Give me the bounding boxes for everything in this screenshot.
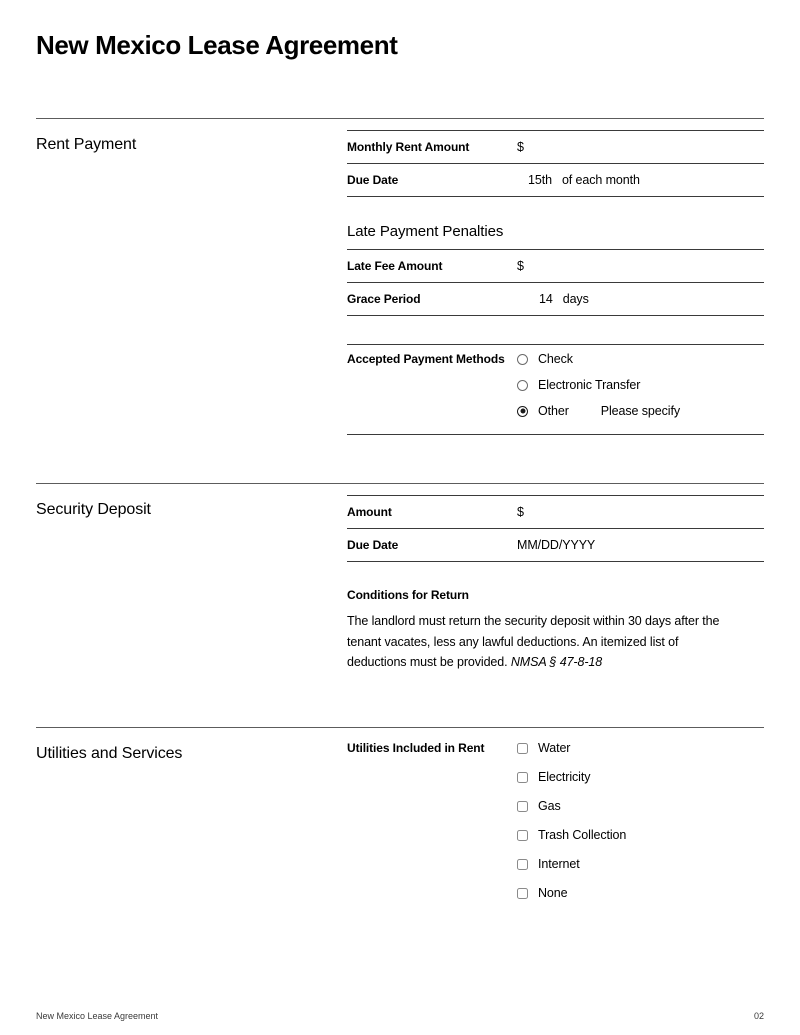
- page-title: New Mexico Lease Agreement: [36, 30, 398, 60]
- field-row-payment-methods: [347, 344, 764, 425]
- conditions-body-text: The landlord must return the security deposit within 30 days after the tenant vacates, less any lawful deductions. An itemized list of deductions must be provided.: [347, 614, 720, 669]
- checkbox-icon[interactable]: [517, 743, 528, 754]
- checkbox-label-gas: Gas: [538, 799, 561, 813]
- field-value-monthly-rent[interactable]: $: [517, 139, 524, 154]
- field-row-divider: [347, 561, 764, 562]
- field-value-rent-due-date[interactable]: 15th: [528, 172, 552, 187]
- field-label-payment-methods: Accepted Payment Methods: [347, 352, 505, 366]
- field-row-monthly-rent[interactable]: [347, 130, 764, 163]
- checkbox-label-none: None: [538, 886, 568, 900]
- radio-icon[interactable]: [517, 380, 528, 391]
- checkbox-label-water: Water: [538, 741, 571, 755]
- payment-methods-radio-group: [517, 352, 764, 418]
- rent-payment-fields: [347, 130, 764, 435]
- utilities-checkbox-group: [517, 741, 764, 900]
- checkbox-icon[interactable]: [517, 830, 528, 841]
- utilities-fields: [347, 741, 764, 907]
- field-row-spacer: [347, 315, 764, 344]
- radio-icon-selected[interactable]: [517, 406, 528, 417]
- conditions-for-return-body: [347, 611, 737, 673]
- radio-option-other[interactable]: [517, 404, 764, 418]
- field-row-utilities-included: [347, 741, 764, 907]
- subheading-late-payment-penalties: Late Payment Penalties: [347, 223, 504, 240]
- field-suffix-rent-due-date: of each month: [561, 172, 640, 187]
- field-label-monthly-rent: Monthly Rent Amount: [347, 139, 470, 154]
- checkbox-icon[interactable]: [517, 859, 528, 870]
- field-row-late-fee[interactable]: [347, 249, 764, 282]
- radio-label-other: Other: [538, 404, 569, 418]
- field-value-grace-period[interactable]: 14: [539, 291, 553, 306]
- checkbox-option-gas[interactable]: [517, 799, 764, 813]
- field-row-divider: [347, 196, 764, 197]
- checkbox-label-electricity: Electricity: [538, 770, 591, 784]
- conditions-for-return-title: Conditions for Return: [347, 588, 469, 602]
- checkbox-icon[interactable]: [517, 888, 528, 899]
- field-suffix-grace-period: days: [562, 291, 589, 306]
- radio-option-check[interactable]: [517, 352, 764, 366]
- section-label-rent-payment: Rent Payment: [36, 136, 137, 153]
- other-specify-input[interactable]: Please specify: [600, 404, 680, 418]
- section-divider: [36, 483, 764, 484]
- radio-label-electronic-transfer: Electronic Transfer: [538, 378, 641, 392]
- field-value-deposit-due-date[interactable]: MM/DD/YYYY: [517, 537, 596, 552]
- field-row-divider: [347, 434, 764, 435]
- checkbox-option-water[interactable]: [517, 741, 764, 755]
- field-label-deposit-due-date: Due Date: [347, 537, 399, 552]
- field-label-deposit-amount: Amount: [347, 504, 392, 519]
- security-deposit-fields: [347, 495, 764, 673]
- checkbox-icon[interactable]: [517, 772, 528, 783]
- section-divider: [36, 118, 764, 119]
- footer-document-name: New Mexico Lease Agreement: [36, 1011, 159, 1021]
- radio-option-electronic-transfer[interactable]: [517, 378, 764, 392]
- section-label-utilities: Utilities and Services: [36, 745, 183, 762]
- field-row-grace-period[interactable]: [347, 282, 764, 315]
- field-row-deposit-due-date[interactable]: [347, 528, 764, 561]
- field-value-deposit-amount[interactable]: $: [517, 504, 524, 519]
- radio-icon[interactable]: [517, 354, 528, 365]
- section-label-security-deposit: Security Deposit: [36, 501, 151, 518]
- checkbox-label-internet: Internet: [538, 857, 580, 871]
- field-label-grace-period: Grace Period: [347, 291, 421, 306]
- radio-label-check: Check: [538, 352, 573, 366]
- page-footer: [36, 1011, 764, 1021]
- field-label-rent-due-date: Due Date: [347, 172, 399, 187]
- statute-citation: NMSA § 47-8-18: [510, 655, 603, 669]
- checkbox-option-internet[interactable]: [517, 857, 764, 871]
- field-row-rent-due-date[interactable]: [347, 163, 764, 196]
- field-label-late-fee: Late Fee Amount: [347, 258, 443, 273]
- field-row-deposit-amount[interactable]: [347, 495, 764, 528]
- footer-page-number: 02: [753, 1011, 764, 1021]
- field-value-late-fee[interactable]: $: [517, 258, 524, 273]
- checkbox-label-trash-collection: Trash Collection: [538, 828, 627, 842]
- conditions-for-return-block: [347, 588, 764, 673]
- checkbox-option-trash-collection[interactable]: [517, 828, 764, 842]
- field-label-utilities-included: Utilities Included in Rent: [347, 741, 485, 755]
- checkbox-option-none[interactable]: [517, 886, 764, 900]
- checkbox-option-electricity[interactable]: [517, 770, 764, 784]
- section-divider: [36, 727, 764, 728]
- checkbox-icon[interactable]: [517, 801, 528, 812]
